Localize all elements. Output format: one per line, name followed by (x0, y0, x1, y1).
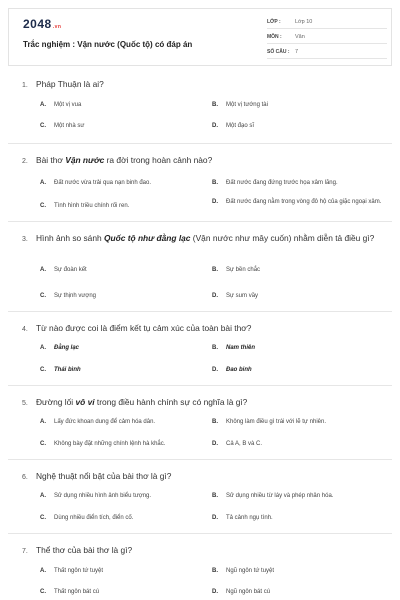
question-number: 4. (22, 326, 28, 333)
option-letter: C. (40, 123, 46, 129)
question-emphasis: vô vi (75, 397, 95, 407)
option-text: Tả cảnh ngụ tình. (226, 515, 273, 521)
option-letter: B. (212, 493, 218, 499)
answer-option-a[interactable] (40, 492, 219, 501)
option-letter: A. (40, 102, 46, 108)
option-text: Sự thịnh vượng (54, 293, 96, 299)
option-letter: C. (40, 589, 46, 595)
option-letter: B. (212, 568, 218, 574)
option-letter: B. (212, 180, 218, 186)
answer-option-c[interactable] (40, 122, 219, 131)
answer-option-c[interactable] (40, 588, 219, 597)
answer-option-d[interactable] (212, 122, 391, 131)
question-text (22, 322, 388, 336)
question-text-pre: Đường lối (36, 397, 76, 407)
question-number: 7. (22, 548, 28, 555)
answer-option-d[interactable] (212, 198, 391, 207)
question-text-pre: Pháp Thuận là ai? (36, 79, 104, 89)
answer-option-d[interactable] (212, 440, 391, 449)
answer-option-b[interactable] (212, 492, 391, 501)
option-text: Đất nước vừa trải qua nạn binh đao. (54, 180, 152, 186)
question-text-post: (Vận nước như mây cuốn) nhằm diễn tả điều gì? (190, 233, 375, 243)
option-text: Lấy đức khoan dung để cảm hóa dân. (54, 419, 156, 425)
answer-option-c[interactable] (40, 366, 219, 375)
option-text: Sự bền chắc (226, 267, 261, 273)
question-item (8, 68, 392, 144)
option-text: Thái bình (54, 367, 81, 373)
question-text-pre: Thể thơ của bài thơ là gì? (36, 545, 133, 555)
option-letter: C. (40, 293, 46, 299)
option-letter: C. (40, 203, 46, 209)
answer-option-b[interactable] (212, 266, 391, 275)
option-letter: C. (40, 441, 46, 447)
answer-option-b[interactable] (212, 344, 391, 353)
answer-option-d[interactable] (212, 366, 391, 375)
option-text: Sử dụng nhiều từ láy và phép nhân hóa. (226, 493, 334, 499)
option-text: Thất ngôn tứ tuyệt (54, 568, 104, 574)
answer-option-b[interactable] (212, 101, 391, 110)
option-text: Một vị vua (54, 102, 82, 108)
question-text-pre: Hình ảnh so sánh (36, 233, 104, 243)
question-text (22, 78, 388, 92)
meta-label: SỐ CÂU : (267, 48, 290, 55)
option-letter: D. (212, 367, 218, 373)
answer-option-d[interactable] (212, 514, 391, 523)
option-text: Đất nước đang nằm trong vòng đô hộ của giặc ngoại xâm. (226, 199, 382, 205)
question-number: 2. (22, 158, 28, 165)
option-letter: A. (40, 180, 46, 186)
answer-option-d[interactable] (212, 292, 391, 301)
option-text: Cả A, B và C. (226, 441, 263, 447)
question-text-post: ra đời trong hoàn cảnh nào? (104, 155, 213, 165)
answer-option-c[interactable] (40, 202, 219, 211)
option-text: Đao binh (226, 367, 252, 373)
option-letter: D. (212, 123, 218, 129)
question-item (8, 222, 392, 312)
option-text: Không bày đặt những chính lệnh hà khắc. (54, 441, 166, 447)
question-text-pre: Bài thơ (36, 155, 66, 165)
answer-option-b[interactable] (212, 179, 391, 188)
option-letter: D. (212, 515, 218, 521)
question-list (0, 68, 400, 600)
answer-option-a[interactable] (40, 567, 219, 576)
meta-label: MÔN : (267, 33, 282, 40)
question-number: 3. (22, 236, 28, 243)
answer-option-a[interactable] (40, 266, 219, 275)
question-item (8, 534, 392, 600)
option-letter: A. (40, 345, 46, 351)
answer-option-a[interactable] (40, 344, 219, 353)
option-letter: C. (40, 515, 46, 521)
option-letter: B. (212, 345, 218, 351)
option-text: Ngũ ngôn tứ tuyệt (226, 568, 275, 574)
question-emphasis: Quốc tộ như đằng lạc (103, 233, 191, 243)
option-text: Sự sum vầy (226, 293, 259, 299)
exam-header (8, 8, 392, 66)
option-letter: A. (40, 267, 46, 273)
option-text: Ngũ ngôn bát cú (226, 589, 271, 595)
option-text: Nam thiên (226, 345, 256, 351)
answer-option-a[interactable] (40, 418, 219, 427)
option-text: Một đạo sĩ (226, 123, 255, 129)
option-text: Một vị tướng tài (226, 102, 268, 108)
option-letter: B. (212, 102, 218, 108)
meta-class-row (267, 15, 387, 29)
question-text (22, 396, 388, 410)
option-letter: D. (212, 589, 218, 595)
answer-option-c[interactable] (40, 440, 219, 449)
question-item (8, 144, 392, 222)
meta-label: LỚP : (267, 18, 281, 25)
answer-option-d[interactable] (212, 588, 391, 597)
answer-option-b[interactable] (212, 567, 391, 576)
site-logo[interactable] (23, 17, 61, 31)
answer-option-a[interactable] (40, 101, 219, 110)
option-text: Đằng lạc (54, 345, 80, 351)
logo-main: 2048 (23, 17, 52, 31)
question-number: 5. (22, 400, 28, 407)
option-text: Sự đoàn kết (54, 267, 87, 273)
question-text-pre: Nghệ thuật nổi bật của bài thơ là gì? (36, 471, 172, 481)
question-text (22, 544, 388, 558)
option-letter: D. (212, 199, 218, 205)
question-text-pre: Từ nào được coi là điểm kết tụ cảm xúc của toàn bài thơ? (36, 323, 252, 333)
question-item (8, 460, 392, 534)
option-text: Tình hình triều chính rối ren. (54, 203, 130, 209)
option-text: Một nhà sư (54, 123, 85, 129)
option-letter: A. (40, 568, 46, 574)
question-number: 6. (22, 474, 28, 481)
option-text: Thất ngôn bát cú (54, 589, 100, 595)
question-emphasis: Vận nước (65, 155, 105, 165)
page-title: Trắc nghiệm : Vận nước (Quốc tộ) có đáp án (23, 40, 193, 49)
question-item (8, 312, 392, 386)
answer-option-a[interactable] (40, 179, 219, 188)
option-text: Không làm điều gì trái với lẽ tự nhiên. (226, 419, 327, 425)
meta-value: Lớp 10 (295, 18, 313, 25)
meta-value: Văn (295, 33, 305, 40)
question-item (8, 386, 392, 460)
option-letter: D. (212, 293, 218, 299)
option-letter: B. (212, 267, 218, 273)
option-letter: C. (40, 367, 46, 373)
meta-count-row (267, 45, 387, 59)
option-text: Đất nước đang đứng trước họa xâm lăng. (226, 180, 338, 186)
question-text (22, 232, 388, 246)
option-text: Dùng nhiều điển tích, điển cố. (54, 515, 134, 521)
option-letter: B. (212, 419, 218, 425)
question-text (22, 154, 388, 168)
answer-option-b[interactable] (212, 418, 391, 427)
exam-meta (267, 15, 387, 60)
logo-sub: .vn (52, 24, 62, 30)
option-letter: A. (40, 419, 46, 425)
question-number: 1. (22, 82, 28, 89)
option-letter: A. (40, 493, 46, 499)
meta-value: 7 (295, 48, 299, 55)
option-letter: D. (212, 441, 218, 447)
answer-option-c[interactable] (40, 514, 219, 523)
question-text (22, 470, 388, 484)
option-text: Sử dụng nhiều hình ảnh biểu tượng. (54, 493, 152, 499)
question-text-post: trong điều hành chính sự có nghĩa là gì? (94, 397, 248, 407)
answer-option-c[interactable] (40, 292, 219, 301)
meta-subject-row (267, 30, 387, 44)
